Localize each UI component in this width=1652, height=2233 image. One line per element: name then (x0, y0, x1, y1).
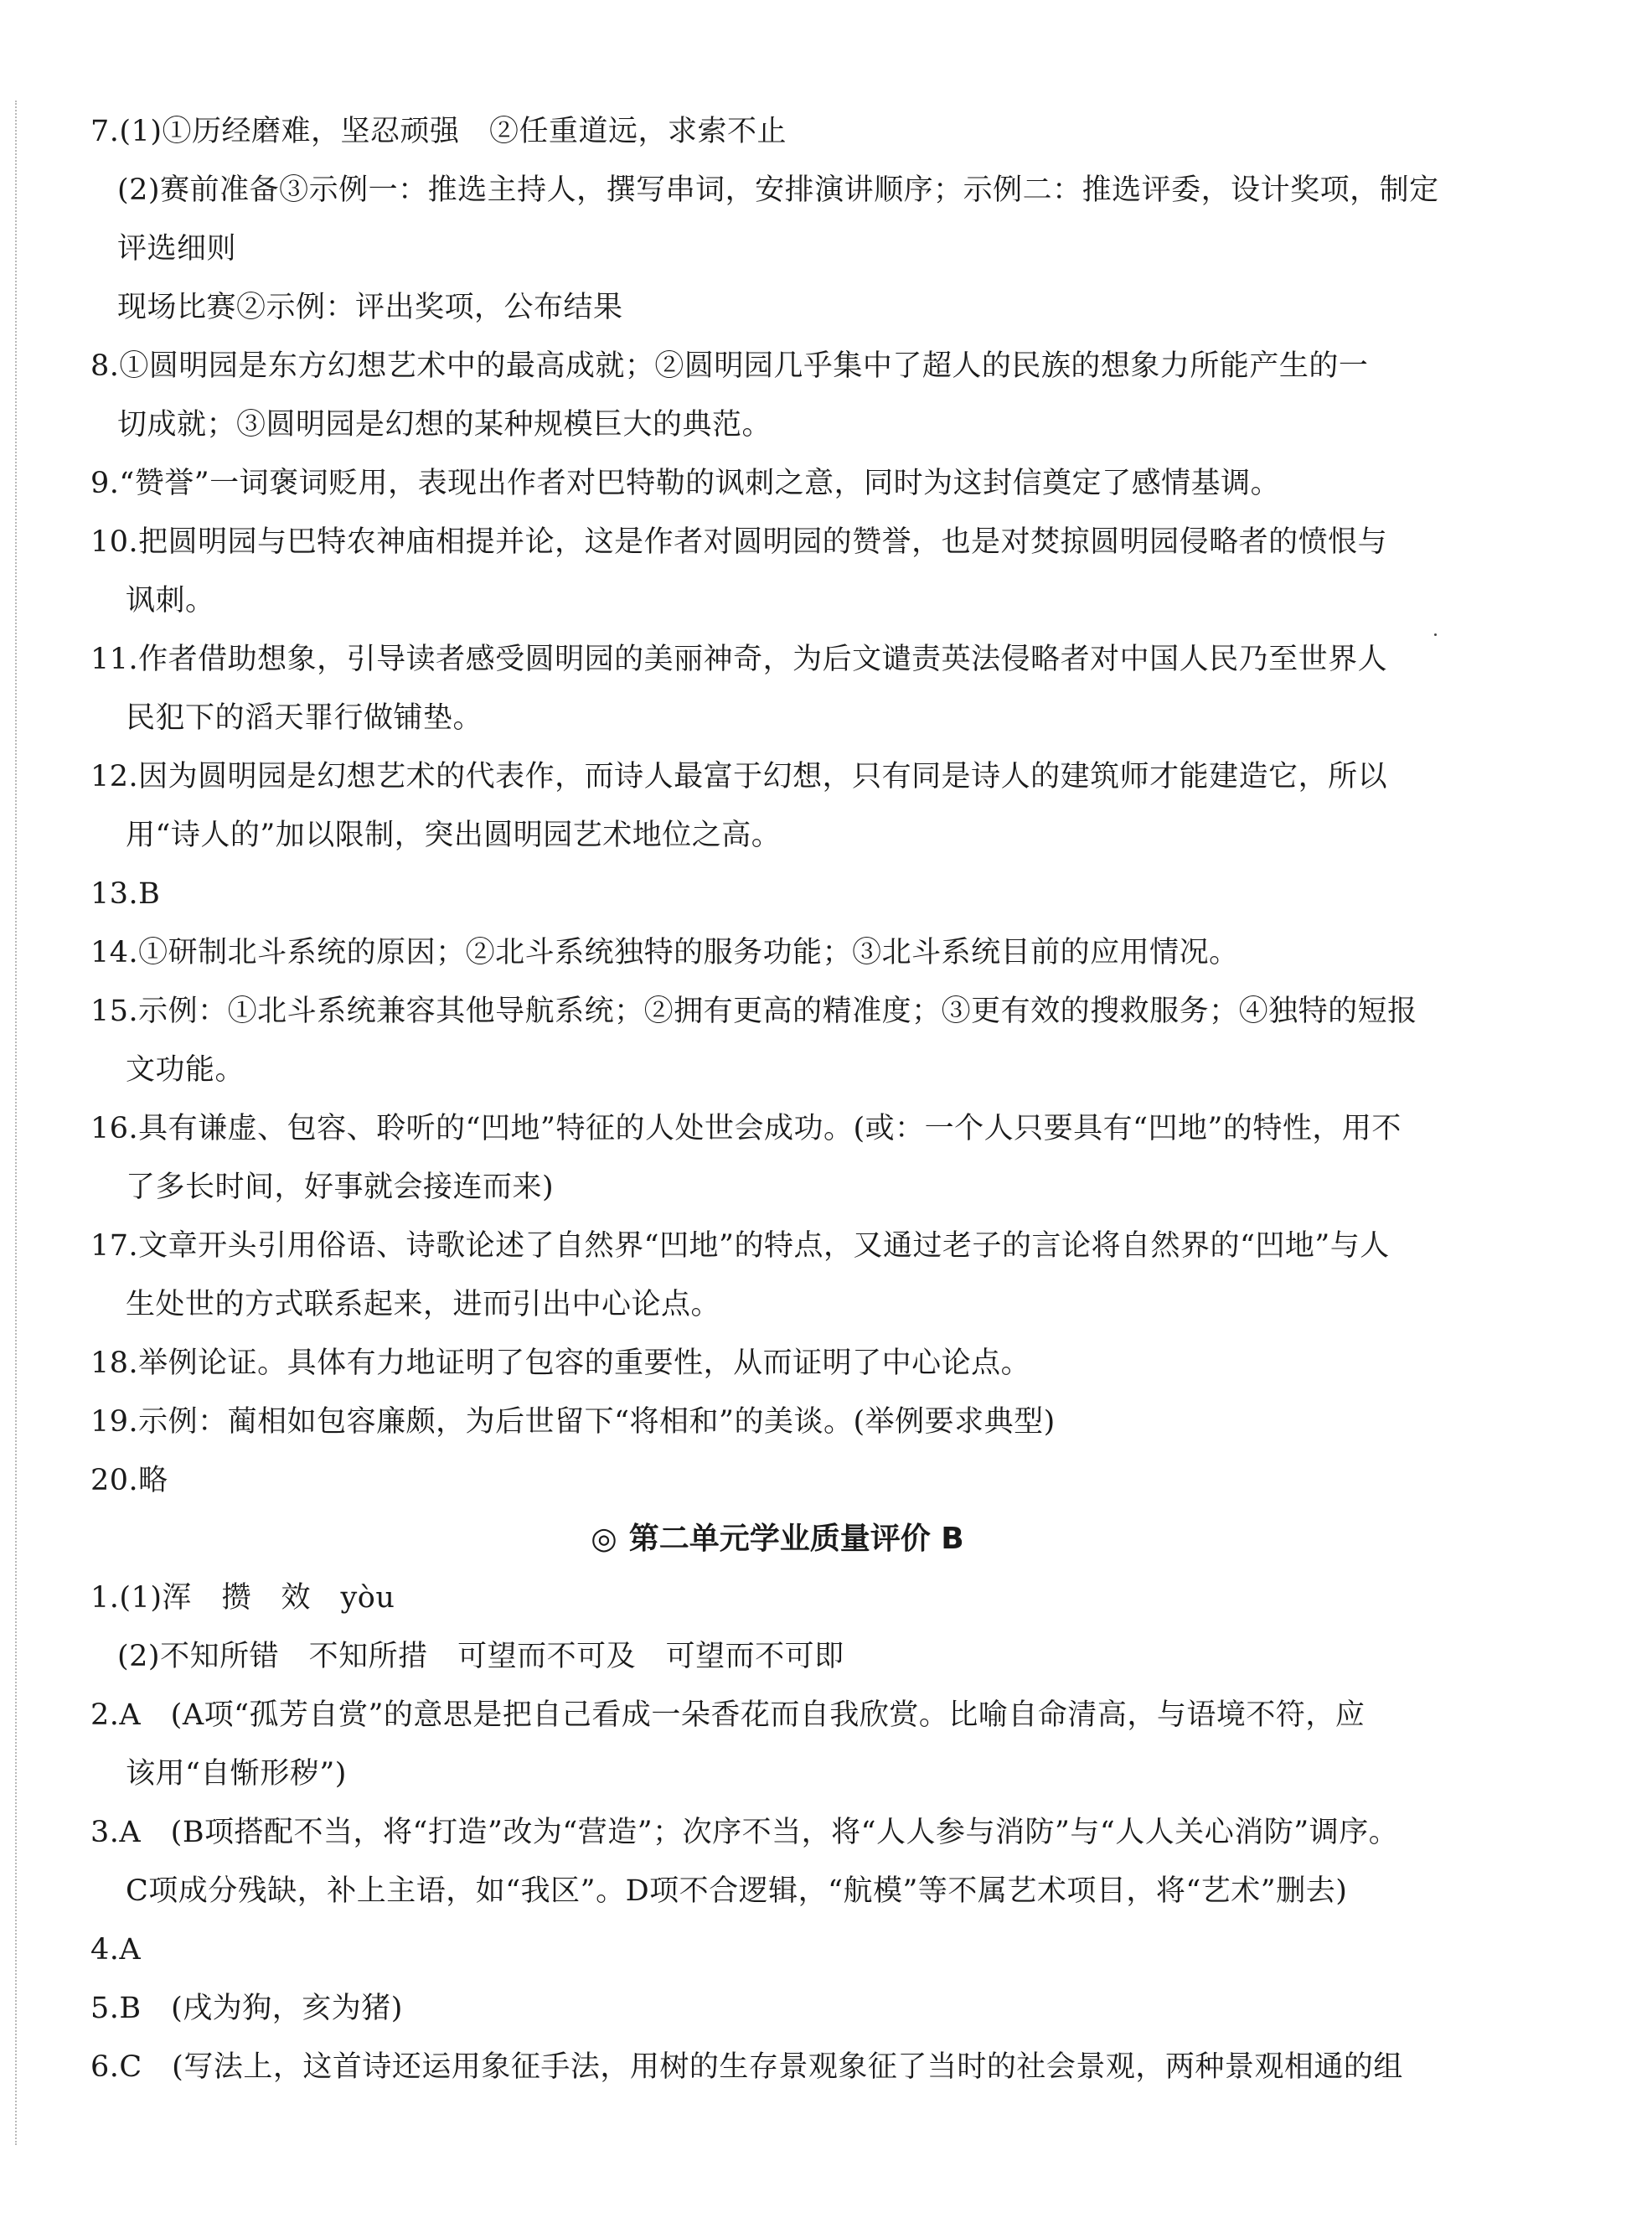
answer-q10-line1: 10.把圆明园与巴特农神庙相提并论，这是作者对圆明园的赞誉，也是对焚掠圆明园侵略者的愤恨与 (90, 525, 1388, 559)
answer-b1-line1: 1.(1)浑 攒 效 yòu (90, 1581, 395, 1615)
answer-q15-line1: 15.示例：①北斗系统兼容其他导航系统；②拥有更高的精准度；③更有效的搜救服务；④独特的短报 (90, 995, 1417, 1028)
answer-b4-line1: 4.A (90, 1933, 142, 1967)
answer-q13-line1: 13.B (90, 877, 161, 911)
answer-b1-line2: (2)不知所错 不知所措 可望而不可及 可望而不可即 (117, 1640, 844, 1673)
answer-q15-line2: 文功能。 (126, 1053, 245, 1087)
answer-q9-line1: 9.“赞誉”一词褒词贬用，表现出作者对巴特勒的讽刺之意，同时为这封信奠定了感情基调。 (90, 467, 1281, 500)
answer-b3-line1: 3.A (B项搭配不当，将“打造”改为“营造”；次序不当，将“人人参与消防”与“人人关心消防”调序。 (90, 1816, 1399, 1849)
double-circle-icon: ◎ (591, 1522, 617, 1556)
answer-q8-line1: 8.①圆明园是东方幻想艺术中的最高成就；②圆明园几乎集中了超人的民族的想象力所能产生的一 (90, 349, 1369, 383)
answer-q11-line2: 民犯下的滔天罪行做铺垫。 (126, 701, 483, 735)
answer-b6-line1: 6.C (写法上，这首诗还运用象征手法，用树的生存景观象征了当时的社会景观，两种景观相通的组 (90, 2050, 1403, 2084)
section-heading-text: 第二单元学业质量评价 B (628, 1522, 964, 1556)
answer-q7-line1: 7.(1)①历经磨难，坚忍顽强 ②任重道远，求索不止 (90, 115, 787, 148)
answer-q7-line4: 现场比赛②示例：评出奖项，公布结果 (117, 291, 623, 324)
answer-b2-line2: 该用“自惭形秽”) (126, 1757, 347, 1791)
answer-q16-line2: 了多长时间，好事就会接连而来) (126, 1171, 555, 1204)
answer-key-page (90, 102, 1464, 2096)
answer-q17-line2: 生处世的方式联系起来，进而引出中心论点。 (126, 1288, 721, 1321)
answer-q11-line1: 11.作者借助想象，引导读者感受圆明园的美丽神奇，为后文谴责英法侵略者对中国人民乃至世界人 (90, 643, 1388, 676)
answer-q18-line1: 18.举例论证。具体有力地证明了包容的重要性，从而证明了中心论点。 (90, 1347, 1031, 1380)
answer-b3-line2: C项成分残缺，补上主语，如“我区”。D项不合逻辑，“航模”等不属艺术项目，将“艺术”删去) (126, 1874, 1348, 1908)
binding-margin-rule (15, 101, 17, 2145)
section-heading (90, 1510, 1464, 1569)
answer-q12-line1: 12.因为圆明园是幻想艺术的代表作，而诗人最富于幻想，只有同是诗人的建筑师才能建造它，所以 (90, 760, 1388, 793)
answer-q14-line1: 14.①研制北斗系统的原因；②北斗系统独特的服务功能；③北斗系统目前的应用情况。 (90, 936, 1239, 969)
answer-q19-line1: 19.示例：蔺相如包容廉颇，为后世留下“将相和”的美谈。(举例要求典型) (90, 1405, 1056, 1439)
answer-q10-line2: 讽刺。 (126, 584, 215, 618)
answer-q20-line1: 20.略 (90, 1464, 168, 1497)
answer-b5-line1: 5.B (戌为狗，亥为猪) (90, 1992, 403, 2025)
answer-q8-line2: 切成就；③圆明园是幻想的某种规模巨大的典范。 (117, 408, 772, 442)
answer-q17-line1: 17.文章开头引用俗语、诗歌论述了自然界“凹地”的特点，又通过老子的言论将自然界的“凹地”与人 (90, 1229, 1390, 1263)
answer-b2-line1: 2.A (A项“孤芳自赏”的意思是把自己看成一朵香花而自我欣赏。比喻自命清高，与语境不符，应 (90, 1698, 1365, 1732)
answer-q12-line2: 用“诗人的”加以限制，突出圆明园艺术地位之高。 (126, 819, 782, 852)
answer-q7-line2: (2)赛前准备③示例一：推选主持人，撰写串词，安排演讲顺序；示例二：推选评委，设计奖项，制定 (117, 173, 1439, 207)
answer-q7-line3: 评选细则 (117, 232, 237, 266)
answer-q16-line1: 16.具有谦虚、包容、聆听的“凹地”特征的人处世会成功。(或：一个人只要具有“凹地”的特性，用不 (90, 1112, 1402, 1145)
